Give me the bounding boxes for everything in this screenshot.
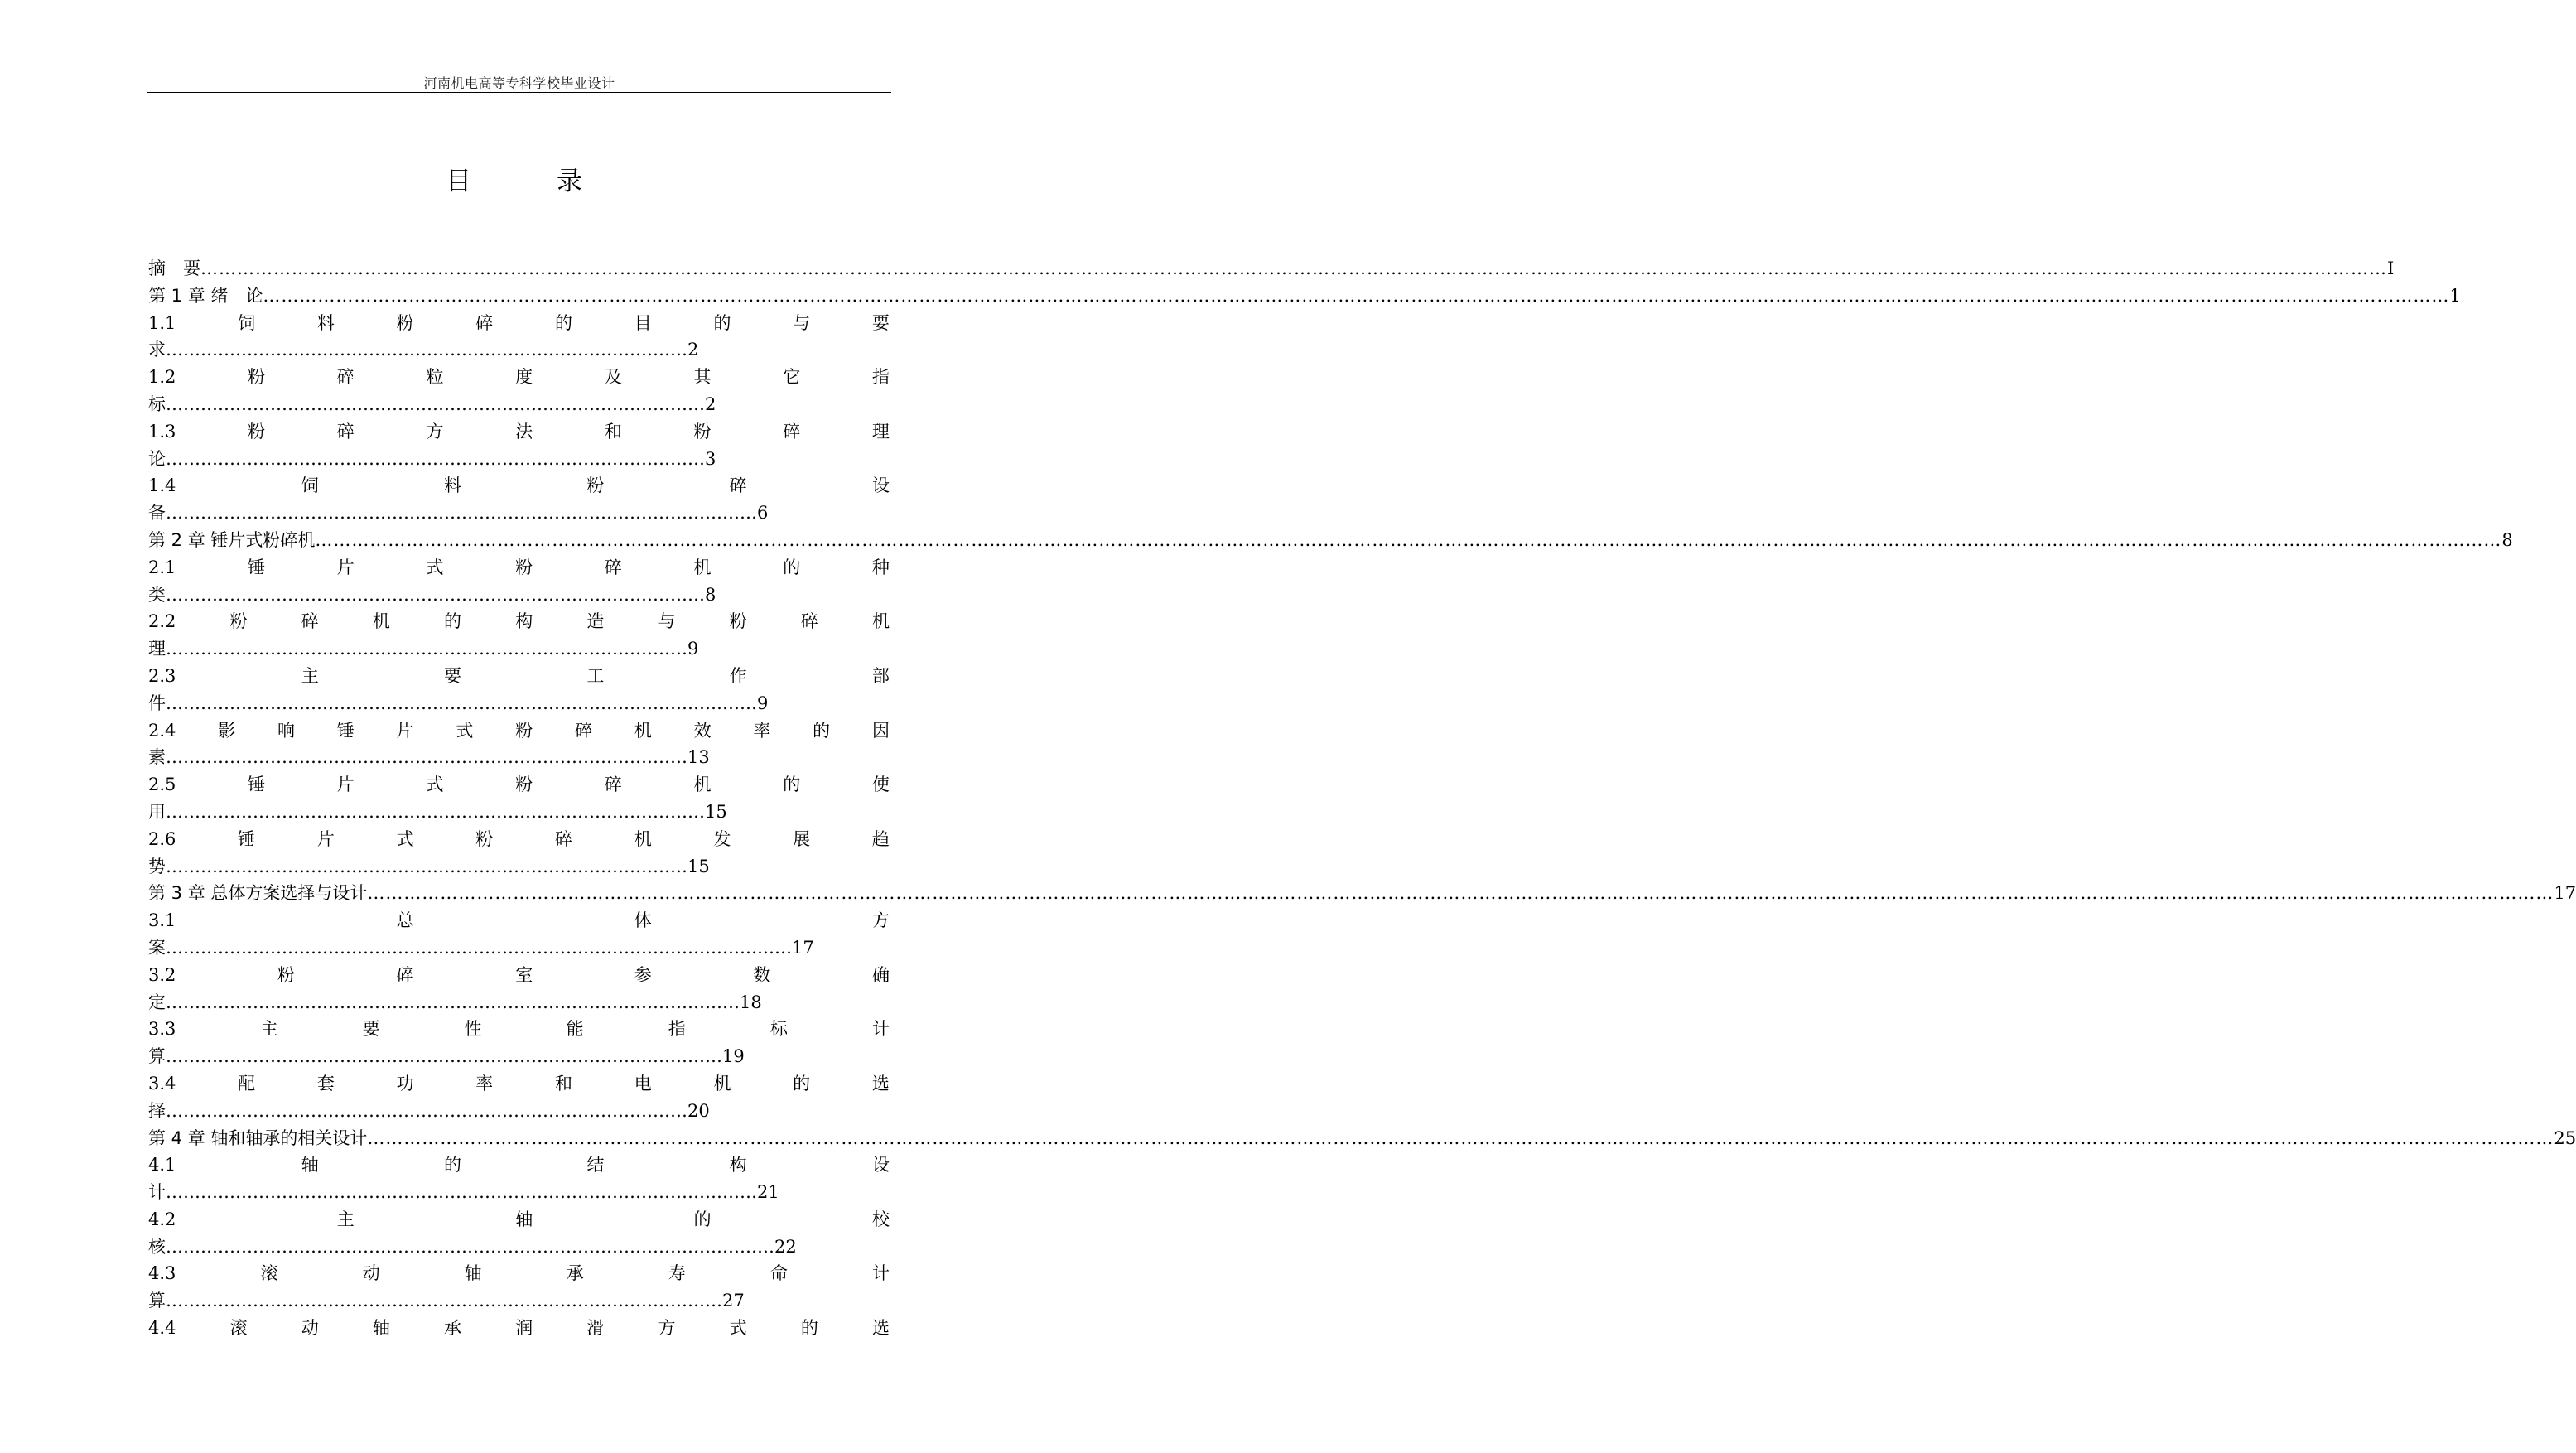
toc-entry-char: 机	[634, 720, 652, 741]
toc-entry-char: 承	[444, 1318, 462, 1339]
toc-entry-char: 电	[634, 1073, 652, 1093]
toc-entry-char: 与	[658, 611, 676, 632]
toc-entry-char: 功	[396, 1073, 414, 1093]
running-header: 河南机电高等专科学校毕业设计	[423, 75, 615, 91]
toc-dot-leader: …………………………………………………………………………………	[166, 393, 705, 414]
toc-dot-leader: ………………………………………………………………………………	[166, 1100, 687, 1121]
toc-entry-char: 件	[148, 693, 166, 713]
toc-entry-char: 工	[586, 665, 605, 686]
toc-entry-continuation	[148, 934, 890, 962]
toc-entry-char: 动	[362, 1263, 380, 1284]
toc-entry-char: 法	[515, 421, 533, 442]
toc-entry-char: 目	[634, 312, 652, 333]
toc-entry-page: 19	[722, 1046, 745, 1067]
toc-entry-label: 第 2 章 锤片式粉碎机	[148, 529, 316, 550]
toc-entry-continuation	[148, 391, 890, 418]
toc-entry-char: 选	[871, 1073, 890, 1093]
toc-entry-page: 8	[2501, 529, 2513, 550]
toc-entry-page: 2	[705, 393, 716, 414]
toc-entry-char: 的	[783, 775, 801, 795]
toc-entry-page: I	[2387, 258, 2395, 278]
toc-entry-page: 22	[774, 1236, 797, 1257]
toc-entry-char: 粉	[515, 775, 533, 795]
toc-entry-char: 用	[148, 801, 166, 822]
toc-entry-chapter	[148, 1125, 2576, 1152]
toc-entry-char: 碎	[783, 421, 801, 442]
toc-entry-page: 6	[757, 503, 769, 524]
toc-entry-char: 锤	[248, 557, 266, 577]
toc-entry-char: 的	[783, 557, 801, 577]
toc-entry-number: 2.4	[148, 720, 176, 741]
toc-entry-char: 方	[871, 910, 890, 931]
toc-entry-char: 机	[713, 1073, 731, 1093]
toc-entry-page: 8	[705, 584, 716, 605]
toc-entry-section	[148, 1016, 890, 1043]
header-rule	[147, 92, 891, 93]
toc-entry-char: 滚	[229, 1318, 248, 1339]
toc-entry-char: 粒	[426, 367, 444, 388]
toc-entry-number: 3.4	[148, 1073, 176, 1093]
toc-entry-char: 的	[444, 1155, 462, 1175]
toc-entry-section	[148, 608, 890, 635]
toc-entry-char: 式	[396, 828, 414, 849]
toc-entry-number: 4.1	[148, 1155, 176, 1175]
toc-entry-section	[148, 907, 890, 934]
toc-entry-char: 标	[769, 1019, 788, 1040]
toc-dot-leader: ………………………………………………………………………………………………………………………………………………………………………………………………………………………………………………………………………………………………………………………………	[200, 258, 2387, 278]
toc-entry-section	[148, 962, 890, 989]
toc-entry-char: 饲	[238, 312, 256, 333]
toc-entry-number: 3.2	[148, 964, 176, 985]
toc-entry-number: 2.5	[148, 775, 176, 795]
toc-entry-char: 机	[693, 557, 712, 577]
toc-entry-section	[148, 1151, 890, 1179]
toc-entry-char: 锤	[238, 828, 256, 849]
toc-entry-label: 摘 要	[148, 258, 200, 278]
toc-entry-char: 率	[475, 1073, 494, 1093]
toc-entry-char: 其	[693, 367, 712, 388]
toc-entry-char: 设	[871, 1155, 890, 1175]
toc-entry-char: 室	[515, 964, 533, 985]
toc-dot-leader: ………………………………………………………………………………	[166, 856, 687, 876]
toc-entry-char: 展	[793, 828, 811, 849]
toc-entry-char: 主	[301, 665, 319, 686]
toc-entry-continuation	[148, 500, 890, 527]
toc-entry-char: 动	[301, 1318, 319, 1339]
toc-entry-section	[148, 826, 890, 853]
toc-entry-continuation	[148, 853, 890, 881]
toc-entry-char: 确	[871, 964, 890, 985]
toc-entry-char: 求	[148, 340, 166, 360]
toc-entry-char: 部	[871, 665, 890, 686]
toc-entry-char: 和	[604, 421, 622, 442]
toc-entry-char: 择	[148, 1100, 166, 1121]
toc-entry-char: 计	[871, 1019, 890, 1040]
toc-entry-char: 参	[634, 964, 652, 985]
toc-entry-char: 的	[555, 312, 572, 333]
toc-entry-section	[148, 771, 890, 799]
toc-entry-char: 主	[260, 1019, 278, 1040]
toc-entry-char: 机	[871, 611, 890, 632]
toc-entry-char: 片	[316, 828, 335, 849]
toc-entry-char: 素	[148, 747, 166, 768]
toc-entry-char: 案	[148, 937, 166, 958]
toc-entry-char: 配	[238, 1073, 256, 1093]
toc-entry-char: 粉	[248, 367, 266, 388]
toc-entry-char: 粉	[248, 421, 266, 442]
toc-entry-number: 2.6	[148, 828, 176, 849]
toc-entry-char: 势	[148, 856, 166, 876]
toc-dot-leader: ………………………………………………………………………………………………………………………………………………………………………………………………………………………………………………………………………………………………………………………………	[367, 883, 2554, 904]
toc-entry-char: 要	[871, 312, 890, 333]
toc-entry-char: 滑	[586, 1318, 605, 1339]
toc-entry-char: 因	[871, 720, 890, 741]
toc-entry-continuation	[148, 336, 890, 364]
toc-entry-char: 计	[871, 1263, 890, 1284]
toc-dot-leader: …………………………………………………………………………………	[166, 584, 705, 605]
toc-entry-section	[148, 717, 890, 745]
toc-entry-char: 粉	[729, 611, 747, 632]
toc-entry-number: 2.3	[148, 665, 176, 686]
toc-entry-section	[148, 310, 890, 337]
toc-entry-continuation	[148, 799, 890, 826]
toc-dot-leader: ………………………………………………………………………………………………………………………………………………………………………………………………………………………………………………………………………………………………………………………………	[367, 1127, 2554, 1148]
toc-entry-chapter	[148, 880, 2576, 907]
toc-entry-char: 的	[813, 720, 831, 741]
toc-entry-char: 种	[871, 557, 890, 577]
toc-entry-continuation	[148, 1179, 890, 1206]
toc-entry-char: 粉	[396, 312, 414, 333]
toc-entry-continuation	[148, 582, 890, 609]
toc-entry-section	[148, 364, 890, 391]
toc-entry-char: 命	[769, 1263, 788, 1284]
toc-entry-char: 滚	[260, 1263, 278, 1284]
toc-entry-char: 标	[148, 393, 166, 414]
toc-entry-char: 指	[871, 367, 890, 388]
toc-entry-char: 的	[800, 1318, 818, 1339]
toc-entry-char: 机	[372, 611, 390, 632]
toc-dot-leader: ………………………………………………………………………………………………………………………………………………………………………………………………………………………………………………………………………………………………………………………………	[315, 529, 2502, 550]
toc-entry-char: 片	[336, 557, 355, 577]
toc-entry-number: 1.2	[148, 367, 176, 388]
toc-entry-page: 25	[2554, 1127, 2576, 1148]
toc-entry-page: 27	[722, 1291, 745, 1311]
toc-entry-char: 和	[555, 1073, 572, 1093]
toc-entry-char: 料	[444, 475, 462, 496]
toc-entry-char: 式	[456, 720, 474, 741]
toc-dot-leader: …………………………………………………………………………………………	[166, 1182, 757, 1203]
toc-entry-char: 碎	[604, 775, 622, 795]
toc-entry-char: 轴	[464, 1263, 482, 1284]
toc-entry-char: 效	[693, 720, 712, 741]
toc-entry-char: 总	[396, 910, 414, 931]
toc-dot-leader: …………………………………………………………………………………………	[166, 503, 757, 524]
toc-entry-char: 式	[426, 557, 444, 577]
toc-entry-char: 论	[148, 448, 166, 469]
toc-dot-leader: ……………………………………………………………………………………	[166, 1291, 722, 1311]
toc-entry-char: 粉	[229, 611, 248, 632]
toc-entry-char: 要	[444, 665, 462, 686]
toc-entry-char: 算	[148, 1046, 166, 1067]
toc-entry-char: 的	[793, 1073, 811, 1093]
toc-dot-leader: ………………………………………………………………………………	[166, 340, 687, 360]
page-title: 目 录	[446, 167, 612, 196]
toc-entry-page: 9	[757, 693, 769, 713]
toc-entry-char: 锤	[248, 775, 266, 795]
toc-entry-char: 校	[871, 1209, 890, 1229]
toc-entry-char: 结	[586, 1155, 605, 1175]
toc-dot-leader: ……………………………………………………………………………………………	[166, 1236, 774, 1257]
toc-entry-label: 第 1 章 绪 论	[148, 285, 263, 306]
toc-entry-char: 及	[604, 367, 622, 388]
toc-entry-char: 碎	[604, 557, 622, 577]
toc-entry-char: 指	[668, 1019, 686, 1040]
toc-entry-page: 2	[687, 340, 699, 360]
toc-entry-char: 设	[871, 475, 890, 496]
toc-entry-char: 的	[444, 611, 462, 632]
toc-dot-leader: ………………………………………………………………………………………………	[166, 937, 792, 958]
toc-entry-char: 计	[148, 1182, 166, 1203]
toc-entry-continuation	[148, 635, 890, 663]
toc-entry-continuation	[148, 1043, 890, 1070]
toc-entry-char: 数	[753, 964, 771, 985]
toc-entry-char: 碎	[555, 828, 572, 849]
toc-entry-char: 碎	[475, 312, 494, 333]
toc-entry-char: 粉	[693, 421, 712, 442]
toc-entry-label: 第 4 章 轴和轴承的相关设计	[148, 1127, 368, 1148]
toc-entry-char: 的	[693, 1209, 712, 1229]
toc-entry-char: 式	[729, 1318, 747, 1339]
toc-entry-char: 片	[396, 720, 414, 741]
toc-entry-char: 它	[783, 367, 801, 388]
toc-entry-page: 18	[740, 992, 762, 1012]
toc-entry-char: 趋	[871, 828, 890, 849]
toc-entry-char: 寿	[668, 1263, 686, 1284]
toc-entry-char: 粉	[277, 964, 295, 985]
toc-entry-char: 作	[729, 665, 747, 686]
toc-entry-page: 21	[757, 1182, 779, 1203]
toc-entry-continuation	[148, 1233, 890, 1261]
toc-entry-number: 4.2	[148, 1209, 176, 1229]
toc-entry-char: 套	[316, 1073, 335, 1093]
toc-entry-char: 机	[634, 828, 652, 849]
toc-entry-continuation	[148, 1287, 890, 1315]
toc-entry-char: 构	[729, 1155, 747, 1175]
toc-entry-char: 料	[316, 312, 335, 333]
toc-entry-char: 碎	[301, 611, 319, 632]
toc-entry-char: 碎	[336, 367, 355, 388]
toc-entry-number: 4.4	[148, 1318, 176, 1339]
toc-entry-char: 备	[148, 503, 166, 524]
toc-dot-leader: ……………………………………………………………………………………	[166, 1046, 722, 1067]
toc-entry-page: 3	[705, 448, 716, 469]
table-of-contents	[148, 255, 2576, 1342]
toc-entry-page: 20	[687, 1100, 710, 1121]
toc-entry-char: 式	[426, 775, 444, 795]
toc-dot-leader: …………………………………………………………………………………	[166, 801, 705, 822]
toc-dot-leader: ………………………………………………………………………………	[166, 639, 687, 659]
toc-entry-number: 2.1	[148, 557, 176, 577]
toc-dot-leader: ………………………………………………………………………………	[166, 747, 687, 768]
toc-entry-char: 粉	[475, 828, 494, 849]
toc-entry-section	[148, 472, 890, 500]
toc-entry-char: 度	[515, 367, 533, 388]
toc-entry-number: 3.3	[148, 1019, 176, 1040]
toc-entry-section	[148, 1315, 890, 1342]
toc-entry-number: 1.4	[148, 475, 176, 496]
toc-entry-char: 造	[586, 611, 605, 632]
toc-entry-char: 碎	[396, 964, 414, 985]
toc-entry-char: 体	[634, 910, 652, 931]
toc-dot-leader: …………………………………………………………………………………	[166, 448, 705, 469]
toc-entry-char: 的	[713, 312, 731, 333]
toc-entry-number: 2.2	[148, 611, 176, 632]
toc-entry-char: 润	[515, 1318, 533, 1339]
toc-entry-char: 能	[566, 1019, 584, 1040]
toc-entry-char: 碎	[729, 475, 747, 496]
toc-entry-label: 第 3 章 总体方案选择与设计	[148, 883, 368, 904]
toc-entry-char: 理	[871, 421, 890, 442]
toc-entry-section	[148, 1070, 890, 1098]
toc-entry-char: 碎	[574, 720, 592, 741]
toc-entry-char: 要	[362, 1019, 380, 1040]
toc-entry-char: 理	[148, 639, 166, 659]
toc-entry-page: 1	[2449, 285, 2461, 306]
toc-entry-char: 核	[148, 1236, 166, 1257]
toc-entry-section	[148, 663, 890, 690]
toc-entry-number: 1.1	[148, 312, 176, 333]
toc-entry-section	[148, 1260, 890, 1287]
toc-entry-char: 与	[793, 312, 811, 333]
toc-entry-char: 类	[148, 584, 166, 605]
toc-entry-char: 碎	[336, 421, 355, 442]
toc-entry-chapter	[148, 255, 2395, 282]
toc-entry-char: 主	[336, 1209, 355, 1229]
toc-entry-char: 响	[277, 720, 295, 741]
toc-entry-section	[148, 554, 890, 582]
toc-entry-continuation	[148, 989, 890, 1016]
toc-entry-continuation	[148, 690, 890, 717]
toc-dot-leader: ………………………………………………………………………………………	[166, 992, 740, 1012]
toc-entry-page: 15	[705, 801, 727, 822]
toc-entry-char: 算	[148, 1291, 166, 1311]
toc-entry-section	[148, 418, 890, 446]
toc-entry-chapter	[148, 282, 2461, 310]
toc-entry-page: 17	[792, 937, 814, 958]
toc-entry-continuation	[148, 446, 890, 473]
toc-entry-page: 9	[687, 639, 699, 659]
toc-entry-char: 片	[336, 775, 355, 795]
toc-entry-continuation	[148, 744, 890, 771]
toc-entry-char: 粉	[515, 557, 533, 577]
toc-entry-number: 1.3	[148, 421, 176, 442]
toc-entry-page: 13	[687, 747, 710, 768]
toc-entry-char: 发	[713, 828, 731, 849]
toc-entry-char: 碎	[800, 611, 818, 632]
toc-entry-char: 机	[693, 775, 712, 795]
toc-entry-char: 锤	[336, 720, 355, 741]
toc-entry-section	[148, 1206, 890, 1233]
toc-dot-leader: ………………………………………………………………………………………………………………………………………………………………………………………………………………………………………………………………………………………………………………………………	[263, 285, 2450, 306]
toc-entry-char: 饲	[301, 475, 319, 496]
toc-entry-char: 影	[218, 720, 236, 741]
toc-entry-number: 3.1	[148, 910, 176, 931]
toc-entry-char: 轴	[515, 1209, 533, 1229]
toc-entry-chapter	[148, 527, 2513, 554]
toc-entry-char: 轴	[301, 1155, 319, 1175]
toc-entry-continuation	[148, 1098, 890, 1125]
toc-entry-char: 率	[753, 720, 771, 741]
toc-entry-char: 选	[871, 1318, 890, 1339]
toc-entry-page: 15	[687, 856, 710, 876]
toc-entry-number: 4.3	[148, 1263, 176, 1284]
toc-entry-char: 轴	[372, 1318, 390, 1339]
toc-entry-char: 构	[515, 611, 533, 632]
toc-entry-char: 方	[426, 421, 444, 442]
toc-dot-leader: …………………………………………………………………………………………	[166, 693, 757, 713]
toc-entry-page: 17	[2554, 883, 2576, 904]
toc-entry-char: 性	[464, 1019, 482, 1040]
toc-entry-char: 方	[658, 1318, 676, 1339]
toc-entry-char: 使	[871, 775, 890, 795]
toc-entry-char: 承	[566, 1263, 584, 1284]
toc-entry-char: 粉	[515, 720, 533, 741]
toc-entry-char: 粉	[586, 475, 605, 496]
toc-entry-char: 定	[148, 992, 166, 1012]
